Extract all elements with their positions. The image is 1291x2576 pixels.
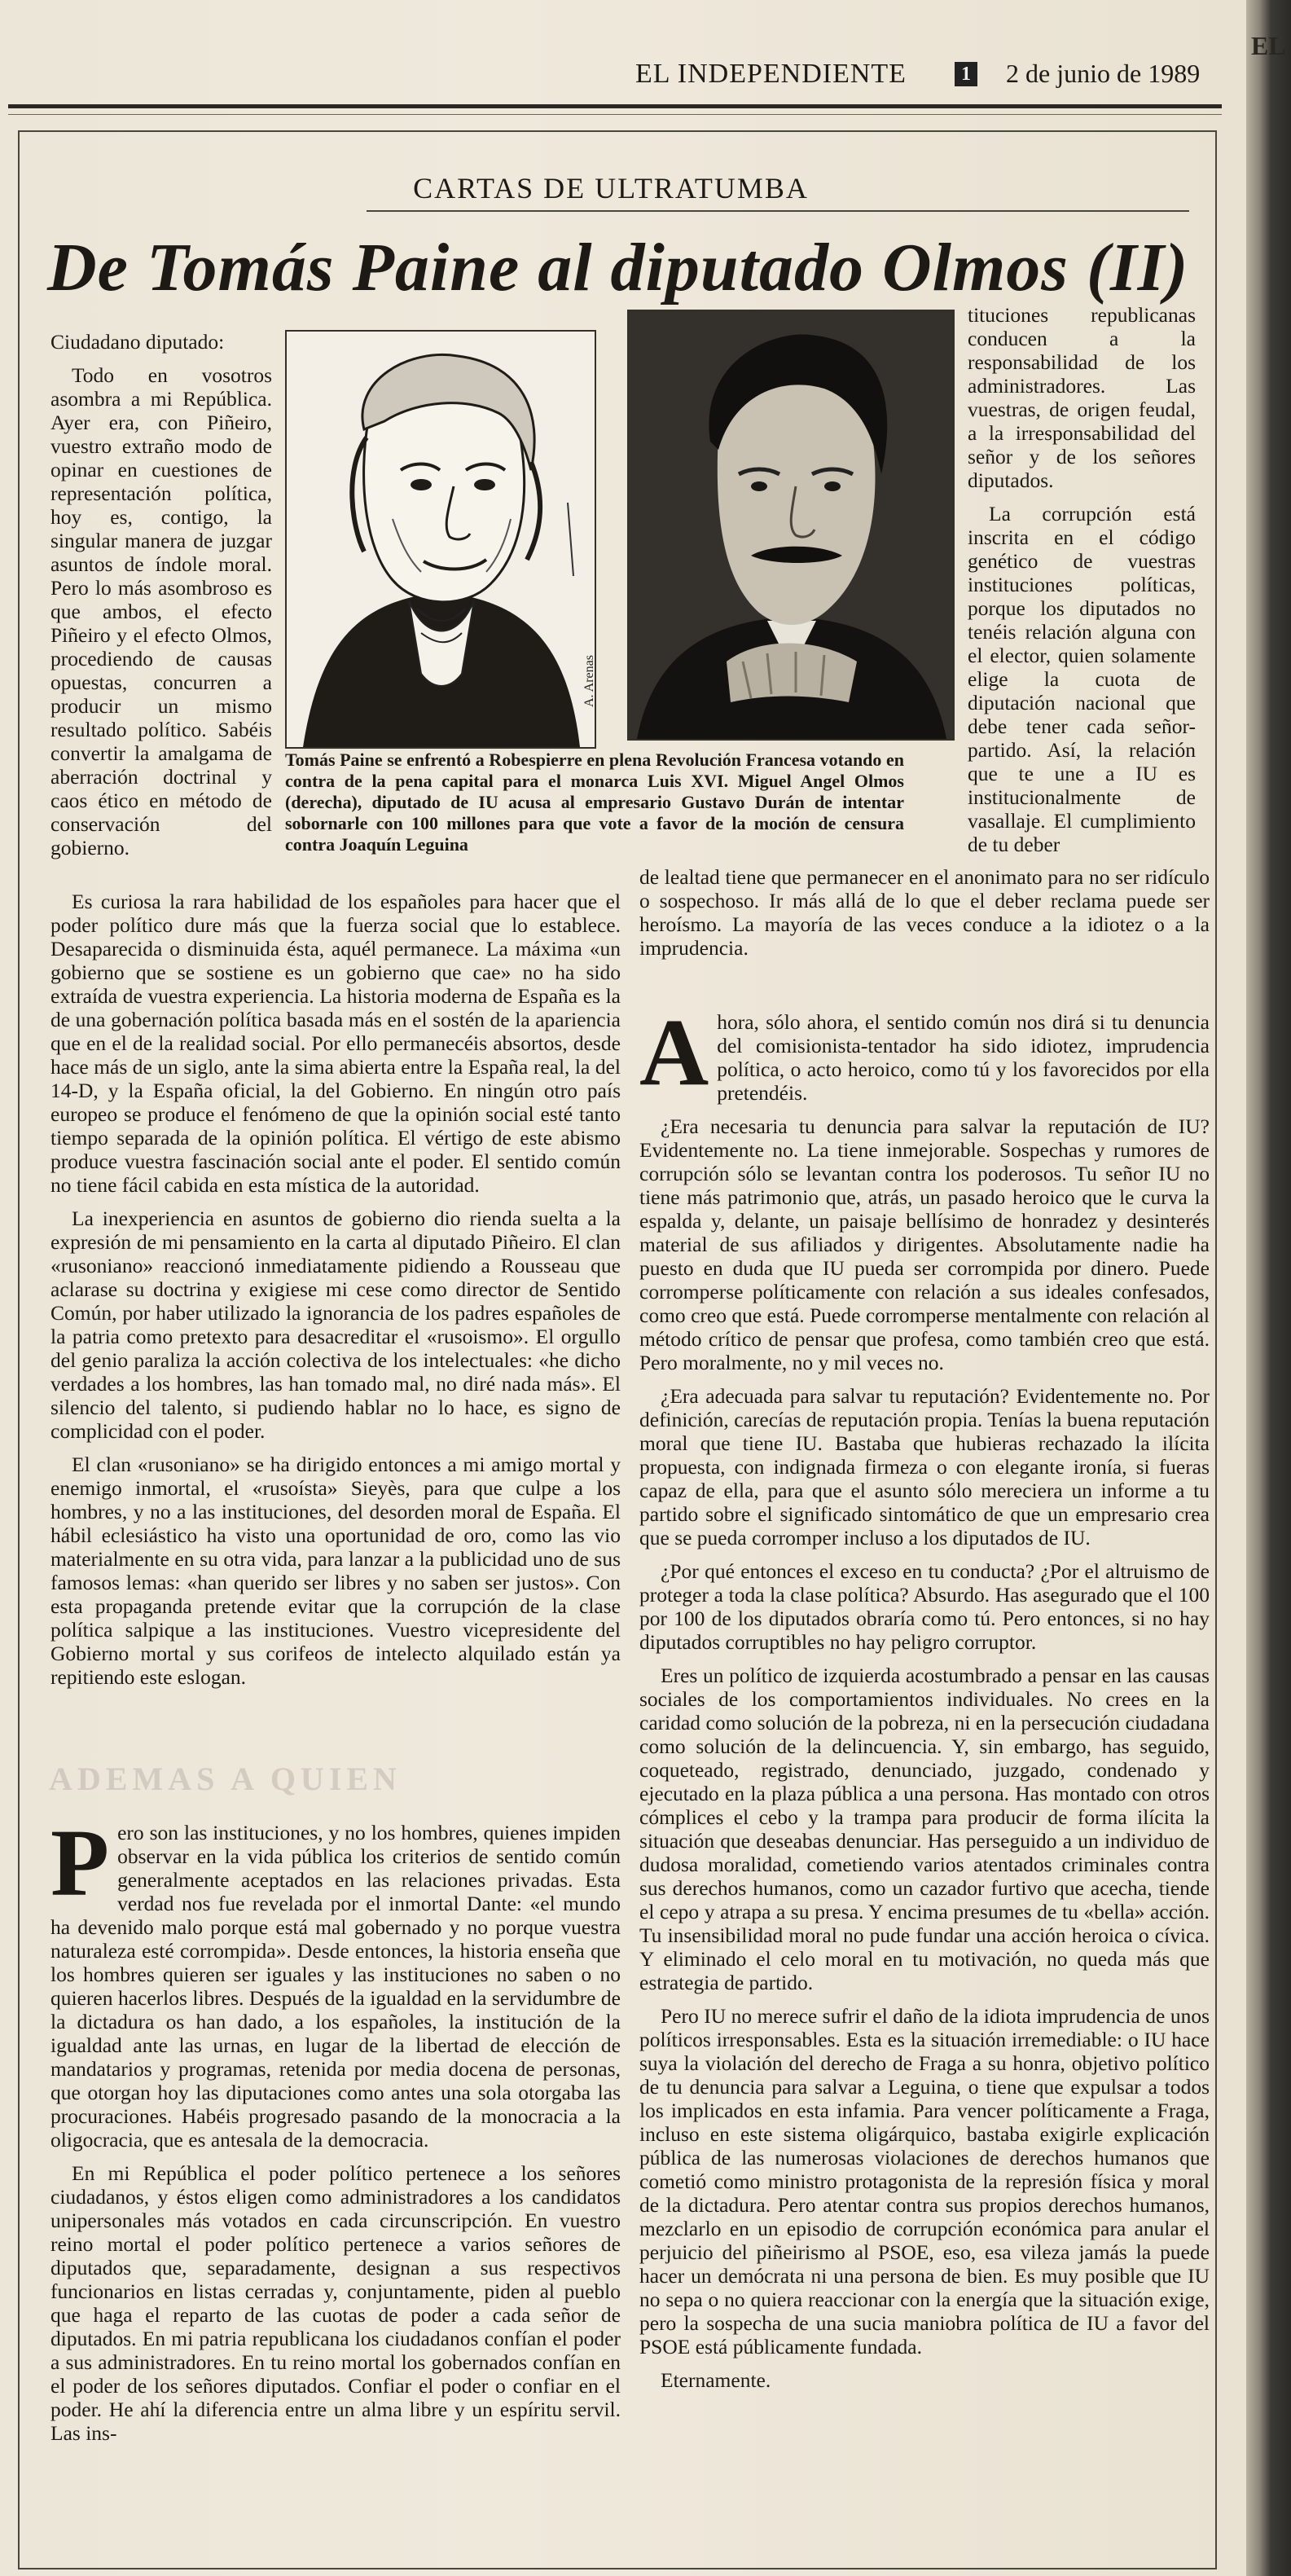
olmos-portrait-icon	[629, 311, 953, 739]
paine-portrait-icon	[287, 332, 595, 747]
column-1-main	[50, 890, 621, 1699]
paragraph: Pero IU no merece sufrir el daño de la idiota imprudencia de unos políticos irresponsables. Esta es la situación irremediable: o IU hace suya la violación del derecho de Fraga a su honra, objetivo político de tu denuncia para salvar a Leguina, o tiene que expulsar a todos los implicados en esta infamia. Para vencer políticamente a Fraga, incluso en este sistema oligárquico, bastaba exigirle explicación pública de las numerosas violaciones de derechos humanos que cometió como ministro protagonista de la represión física y moral de la dictadura. Pero atentar contra sus propios derechos humanos, mezclarlo en un episodio de corrupción económica para anular el perjuicio del piñeirismo al PSOE, eso, esa vileza jamás la puede hacer un demócrata ni una persona de bien. Es muy posible que IU no sepa o no quiera reaccionar con la energía que la situación exige, pero la sospecha de una sucia maniobra política de IU a favor del PSOE está públicamente fundada.	[639, 2004, 1210, 2358]
adjacent-page-fragment: EL	[1251, 31, 1286, 60]
paragraph	[639, 999, 1210, 1106]
paragraph: Todo en vosotros asombra a mi República. Ayer era, con Piñeiro, vuestro extraño modo de opinar en cuestiones de representación política, hoy es, contigo, la singular manera de juzgar asuntos de índole moral. Pero lo más asombroso es que ambos, el efecto Piñeiro y el efecto Olmos, procediendo de causas opuestas, concurren a producir un mismo resultado político. Sabéis convertir la amalgama de aberración doctrinal y caos ético en método de conservación del gobierno.	[50, 363, 272, 859]
paragraph: La corrupción está inscrita en el código genético de vuestras instituciones políticas, porque los diputados no tenéis relación alguna con el elector, quien solamente elige la cuota de diputación nacional que debe tener cada señor-partido. Así, la relación que te une a IU es institucionalmente de vasallaje. El cumplimiento de tu deber	[968, 502, 1196, 856]
paragraph	[50, 1809, 621, 2152]
column-2	[639, 865, 1210, 2402]
illustrator-signature-text: A. Arenas	[582, 655, 596, 707]
paragraph-text: hora, sólo ahora, el sentido común nos dirá si tu denuncia del comisionista-tentador ha sido idiotez, imprudencia política, o acto heroico, como tú y los favorecidos por ella pretendéis.	[717, 1010, 1210, 1105]
drop-cap: P	[50, 1809, 110, 1916]
paragraph: ¿Por qué entonces el exceso en tu conducta? ¿Por el altruismo de proteger a toda la clase política? Absurdo. Has asegurado que el 100 por 100 de los diputados obraría como tú. Pero entonces, si no hay diputados corruptibles no hay peligro corruptor.	[639, 1559, 1210, 1654]
section-rule	[367, 210, 1189, 212]
issue-date: 2 de junio de 1989	[1006, 59, 1201, 88]
column-3-top	[968, 303, 1196, 866]
illustrator-signature	[562, 655, 596, 725]
drop-cap: A	[639, 999, 709, 1106]
paine-illustration	[285, 330, 596, 749]
paragraph: ¿Era necesaria tu denuncia para salvar la reputación de IU? Evidentemente no. La tiene inmejorable. Sospechas y rumores de corrupción sólo se levantan contra los poderosos. Tu señor IU no tiene más patrimonio que, atrás, un pasado heroico que le curva la espalda y, delante, un paisaje bellísimo de honradez y desinterés material de sus afiliados y dirigentes. Absolutamente nadie ha puesto en duda que IU pueda ser corrompida por dinero. Puede corromperse políticamente con relación a sus ideales confesados, como creo que está. Puede corromperse mentalmente con relación al método crítico de pensar que profesa, como también creo que está. Pero moralmente, no y mil veces no.	[639, 1114, 1210, 1374]
paragraph: ¿Era adecuada para salvar tu reputación? Evidentemente no. Por definición, carecías de reputación propia. Tenías la buena reputación moral que tiene IU. Bastaba que hubieras rechazado la ilícita propuesta, con indignada firmeza o con elegante ironía, si fueras capaz de ella, para que el asunto sólo mereciera un informe a tu partido sobre el significado sintomático de que un empresario crea que se pueda corromper incluso a los diputados de IU.	[639, 1384, 1210, 1550]
masthead-rule	[8, 104, 1222, 108]
adjacent-page-edge	[1246, 0, 1291, 2576]
olmos-photo	[627, 310, 955, 741]
sign-off: Eternamente.	[661, 2368, 771, 2392]
column-1-top	[50, 330, 272, 869]
paragraph: La inexperiencia en asuntos de gobierno dio rienda suelta a la expresión de mi pensamiento en la carta al diputado Piñeiro. El clan «rusoniano» reaccionó inmediatamente pidiendo a Rousseau que aclarase su doctrina y exigiese mi cese como director de Sentido Común, por haber utilizado la ignorancia de los padres españoles de la patria como pretexto para desacreditar el «rusoismo». El orgullo del genio paraliza la acción colectiva de los intelectuales: «he dicho verdades a los hombres, las han tomado mal, no diré nada más». El silencio del talento, si pudiendo hablar no lo hace, es signo de complicidad con el poder.	[50, 1207, 621, 1443]
photo-caption: Tomás Paine se enfrentó a Robespierre en plena Revolución Francesa votando en contra de la pena capital para el monarca Luis XVI. Miguel Angel Olmos (derecha), diputado de IU acusa al empresario Gustavo Durán de intentar sobornarle con 100 millones para que vote a favor de la moción de censura contra Joaquín Leguina	[285, 750, 904, 855]
paragraph: El clan «rusoniano» se ha dirigido entonces a mi amigo mortal y enemigo inmortal, el «rusoísta» Sieyès, para que culpe a los hombres, y no a las instituciones, del desorden moral de España. El hábil eclesiástico ha visto una oportunidad de oro, como las vio materialmente en su otra vida, para lanzar a la publicidad uno de sus famosos lemas: «han querido ser libres y no saben ser justos». Con esta propaganda pretende evitar que la corrupción de la clase política salpique a las instituciones. Vuestro vicepresidente del Gobierno mortal y sus corifeos de intelecto alquilado están ya repitiendo este eslogan.	[50, 1453, 621, 1689]
salutation: Ciudadano diputado:	[50, 330, 225, 354]
page-number: 1	[955, 62, 977, 86]
paper-name: EL INDEPENDIENTE	[635, 59, 907, 89]
paragraph: Es curiosa la rara habilidad de los españoles para hacer que el poder político dure más que la fuerza social que lo establece. Desaparecida o disminuida ésta, aquél permanece. La máxima «un gobierno que se sostiene es un gobierno que cae» no ha sido extraída de vuestra experiencia. La historia moderna de España es la de una gobernación política basada más en el sostén de la apariencia que en el de la realidad social. Por ello permanecéis absortos, desde hace más de un siglo, ante la sima abierta entre la España real, la del 14-D, y la España oficial, la del Gobierno. En ningún otro país europeo se produce el fenómeno de que la opinión social esté tanto tiempo separada de la opinión política. El vértigo de este abismo produce vuestra fascinación social ante el poder. El sentido común no tiene fácil cabida en esta mística de la autoridad.	[50, 890, 621, 1197]
headline: De Tomás Paine al diputado Olmos (II)	[47, 230, 1189, 306]
paragraph: En mi República el poder político pertenece a los señores ciudadanos, y éstos eligen como administradores a los candidatos unipersonales más votados en cada circunscripción. En vuestro reino mortal el poder político pertenece a varios señores de diputados que, separadamente, designan a sus respectivos funcionarios en listas cerradas y, conjuntamente, piden al pueblo que haga el reparto de las cuotas de poder a cada señor de diputados. En mi patria republicana los ciudadanos confían el poder a sus administradores. En tu reino mortal los gobernados confían en el poder de los señores diputados. Confiar el poder o confiar en el poder. He ahí la diferencia entre un alma libre y un espíritu servil. Las ins-	[50, 2161, 621, 2445]
paragraph-text: ero son las instituciones, y no los hombres, quienes impiden observar en la vida pública los criterios de sentido común generalmente aceptados en las relaciones privadas. Esta verdad nos fue revelada por el inmortal Dante: «el mundo ha devenido malo porque está mal gobernado y no porque vuestra naturaleza esté corrompida». Desde entonces, la historia enseña que los hombres quieren ser iguales y las instituciones no saben o no quieren hacerlos libres. Después de la igualdad en la servidumbre de la dictadura os han dado, a los españoles, la institución de la igualdad ante las urnas, en lugar de la libertad de elección de mandatarios y programas, retenida por media docena de personas, que otorgan hoy las diputaciones como antes una sola otorgaba las procuraciones. Habéis progresado pasando de la monocracia a la oligocracia, que es antesala de la democracia.	[50, 1821, 621, 2152]
paragraph: tituciones republicanas conducen a la responsabilidad de los administradores. Las vuestras, de origen feudal, a la irresponsabilidad del señor y de los señores diputados.	[968, 303, 1196, 492]
paragraph: Eres un político de izquierda acostumbrado a pensar en las causas sociales de los comportamientos individuales. No crees en la caridad como solución de la pobreza, ni en la persecución ciudadana como solución de la delincuencia. Y, sin embargo, has seguido, coqueteado, registrado, denunciado, juzgado, condenado y ejecutado en la plaza pública a una persona. Has montado con otros cómplices el cebo y la trampa para producir de forma ilícita la situación que deseabas denunciar. Has perseguido a un individuo de dudosa moralidad, cometiendo varios atentados criminales contra sus derechos humanos, como un cazador furtivo que acecha, tiende el cepo y atrapa a su presa. Y encima presumes de tu «bella» acción. Tu insensibilidad moral no pude fundar una acción heroica o cívica. Y eliminado el celo moral en tu motivación, no queda más que estrategia de partido.	[639, 1664, 1210, 1994]
section-title: CARTAS DE ULTRATUMBA	[413, 172, 809, 204]
masthead	[635, 55, 1214, 96]
masthead-rule-thin	[8, 114, 1222, 115]
show-through-text: ADEMAS A QUIEN	[49, 1761, 402, 1797]
paragraph: de lealtad tiene que permanecer en el anonimato para no ser ridículo o sospechoso. Ir más allá de lo que el deber reclama puede ser heroísmo. La mayoría de las veces conduce a la idiotez o a la imprudencia.	[639, 865, 1210, 960]
column-1-bottom	[50, 1809, 621, 2455]
